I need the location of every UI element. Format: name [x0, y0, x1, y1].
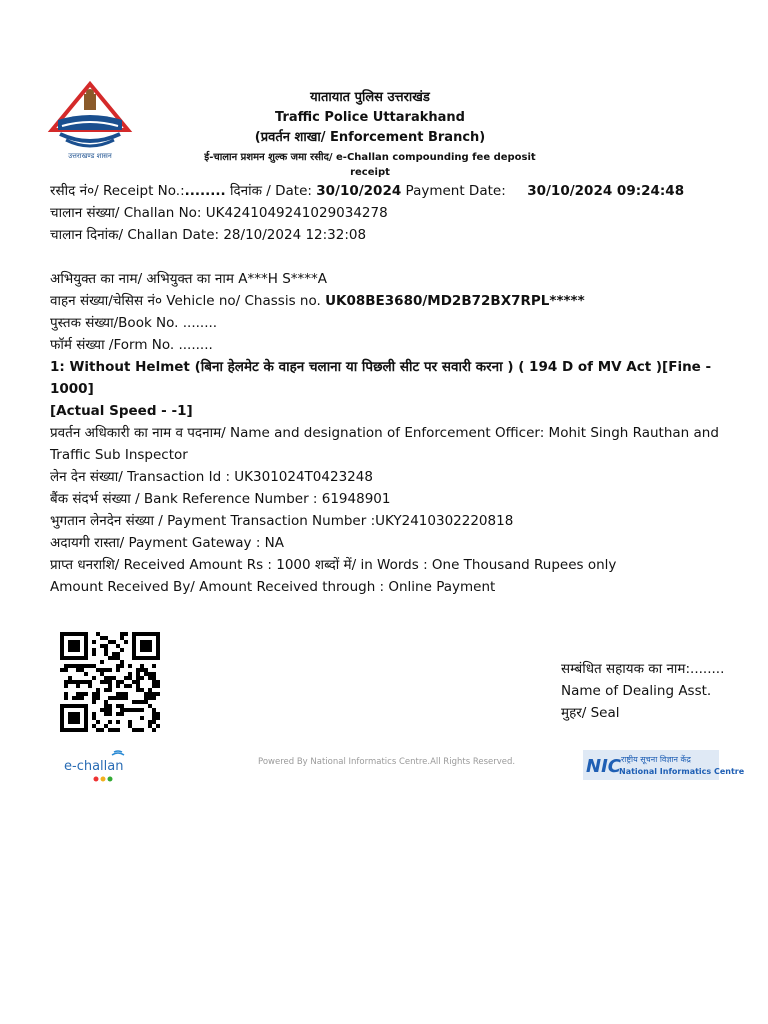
book-number: पुस्तक संख्या/Book No. ........	[50, 315, 218, 331]
nic-short-text: NIC	[586, 756, 621, 777]
dealing-assistant-block	[561, 658, 724, 724]
received-amount: प्राप्त धनराशि/ Received Amount Rs : 1000 शब्दों में/ in Words : One Thousand Rupees only	[50, 557, 617, 573]
header-branch: (प्रवर्तन शाखा/ Enforcement Branch)	[254, 130, 486, 145]
qr-code	[60, 630, 160, 734]
powered-by-text: Powered By National Informatics Centre.All Rights Reserved.	[258, 757, 516, 767]
seal-label: मुहर/ Seal	[561, 705, 620, 721]
receipt-number-row	[50, 180, 730, 202]
receipt-body	[50, 180, 730, 598]
echallan-logo	[62, 748, 132, 784]
nic-english-text: National Informatics Centre	[619, 767, 745, 776]
payment-date-label: Payment Date:	[401, 183, 511, 199]
challan-date: चालान दिनांक/ Challan Date: 28/10/2024 12:32:08	[50, 227, 367, 243]
form-number: फॉर्म संख्या /Form No. ........	[50, 337, 213, 353]
enforcement-officer: प्रवर्तन अधिकारी का नाम व पदनाम/ Name and designation of Enforcement Officer: Mohit Singh Rauthan and Traffic Sub Inspector	[50, 425, 719, 463]
receipt-label: रसीद नं०/ Receipt No.:	[50, 183, 185, 199]
receipt-header	[180, 88, 560, 180]
date-label: दिनांक / Date:	[225, 183, 317, 199]
receipt-number: ........	[184, 183, 226, 199]
header-title-english: Traffic Police Uttarakhand	[275, 110, 465, 125]
payment-gateway: अदायगी रास्ता/ Payment Gateway : NA	[50, 535, 284, 551]
header-subtitle-receipt: receipt	[350, 167, 390, 178]
dealing-assistant-label: Name of Dealing Asst.	[561, 683, 712, 699]
logo-caption: उत्तराखण्ड शासन	[68, 152, 112, 160]
bank-reference-number: बैंक संदर्भ संख्या / Bank Reference Number : 61948901	[50, 491, 391, 507]
accused-name: अभियुक्त का नाम/ अभियुक्त का नाम A***H S****A	[50, 271, 328, 287]
payment-transaction-number: भुगतान लेनदेन संख्या / Payment Transaction Number :UKY2410302220818	[50, 513, 514, 529]
vehicle-row	[50, 290, 730, 312]
uttarakhand-emblem-logo	[48, 80, 132, 164]
echallan-text: e-challan	[64, 759, 124, 774]
header-subtitle: ई-चालान प्रशमन शुल्क जमा रसीद/ e-Challan compounding fee deposit	[204, 152, 536, 163]
vehicle-number: UK08BE3680/MD2B72BX7RPL*****	[325, 293, 585, 309]
nic-logo	[583, 750, 745, 780]
header-title-hindi: यातायात पुलिस उत्तराखंड	[310, 90, 430, 105]
offence-description: 1: Without Helmet (बिना हेलमेट के वाहन चलाना या पिछली सीट पर सवारी करना ) ( 194 D of MV Act )[Fine - 1000]	[50, 359, 712, 397]
payment-date: 30/10/2024 09:24:48	[527, 183, 685, 199]
nic-hindi-text: राष्ट्रीय सूचना विज्ञान केंद्र	[621, 755, 691, 764]
amount-received-by: Amount Received By/ Amount Received through : Online Payment	[50, 579, 496, 595]
dealing-assistant-name: सम्बंधित सहायक का नाम:........	[561, 661, 725, 677]
transaction-id: लेन देन संख्या/ Transaction Id : UK301024T0423248	[50, 469, 373, 485]
receipt-date: 30/10/2024	[316, 183, 402, 199]
challan-number: चालान संख्या/ Challan No: UK4241049241029034278	[50, 205, 388, 221]
actual-speed: [Actual Speed - -1]	[50, 403, 193, 419]
vehicle-label: वाहन संख्या/चेसिस नं० Vehicle no/ Chassis no.	[50, 293, 326, 309]
